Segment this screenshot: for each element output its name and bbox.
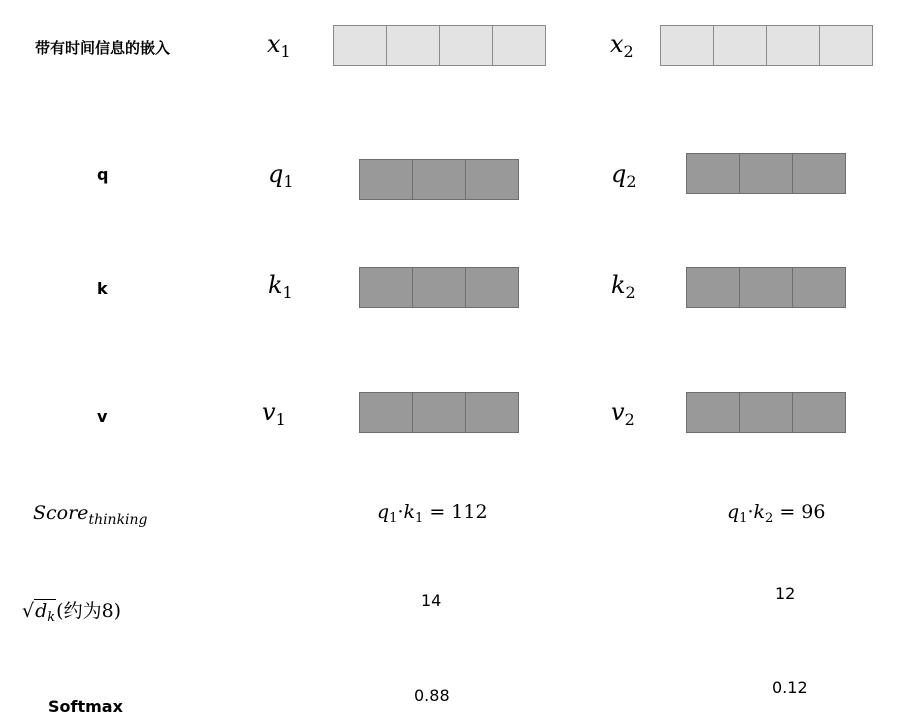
v-row-label: v	[97, 407, 108, 426]
vector-cell	[492, 25, 546, 66]
sqrt-dk-row-label: $√d_k$(约为8)	[22, 600, 122, 625]
vector-cell	[739, 392, 793, 433]
sqrt-value-1: 14	[421, 591, 442, 610]
vector-cell	[359, 267, 413, 308]
softmax-value-1: 0.88	[414, 686, 450, 705]
q-row-label: q	[97, 165, 109, 184]
vector-cell	[412, 159, 466, 200]
q1-vector	[359, 159, 519, 200]
vector-cell	[465, 267, 519, 308]
softmax-value-2: 0.12	[772, 678, 808, 697]
vector-cell	[412, 267, 466, 308]
vector-cell	[386, 25, 440, 66]
vector-cell	[359, 159, 413, 200]
softmax-row-label: Softmax	[48, 697, 123, 716]
x1-embedding-vector	[333, 25, 546, 66]
vector-cell	[739, 153, 793, 194]
vector-cell	[439, 25, 493, 66]
vector-cell	[739, 267, 793, 308]
vector-cell	[713, 25, 767, 66]
vector-cell	[819, 25, 873, 66]
vector-cell	[686, 392, 740, 433]
vector-cell	[333, 25, 387, 66]
score-q1-k2: $q_1\cdot k_2 = 96$	[727, 501, 826, 526]
vector-cell	[792, 267, 846, 308]
vector-cell	[792, 392, 846, 433]
k1-symbol: $k_1$	[268, 271, 293, 302]
vector-cell	[792, 153, 846, 194]
k-row-label: k	[97, 279, 108, 298]
v2-vector	[686, 392, 846, 433]
vector-cell	[660, 25, 714, 66]
vector-cell	[465, 159, 519, 200]
embedding-row-label: 带有时间信息的嵌入	[35, 39, 171, 57]
vector-cell	[686, 153, 740, 194]
vector-cell	[359, 392, 413, 433]
q1-symbol: $q_1$	[268, 160, 294, 191]
vector-cell	[465, 392, 519, 433]
v2-symbol: $v_2$	[611, 398, 635, 429]
q2-symbol: $q_2$	[611, 160, 637, 191]
v1-symbol: $v_1$	[262, 398, 286, 429]
x1-symbol: $x_1$	[267, 30, 291, 61]
score-q1-k1: $q_1\cdot k_1 = 112$	[377, 501, 488, 526]
score-row-label: Score$_{thinking}$	[33, 502, 148, 528]
k1-vector	[359, 267, 519, 308]
k2-symbol: $k_2$	[611, 271, 636, 302]
vector-cell	[412, 392, 466, 433]
vector-cell	[766, 25, 820, 66]
vector-cell	[686, 267, 740, 308]
v1-vector	[359, 392, 519, 433]
x2-symbol: $x_2$	[610, 30, 634, 61]
x2-embedding-vector	[660, 25, 873, 66]
sqrt-value-2: 12	[775, 584, 796, 603]
q2-vector	[686, 153, 846, 194]
k2-vector	[686, 267, 846, 308]
